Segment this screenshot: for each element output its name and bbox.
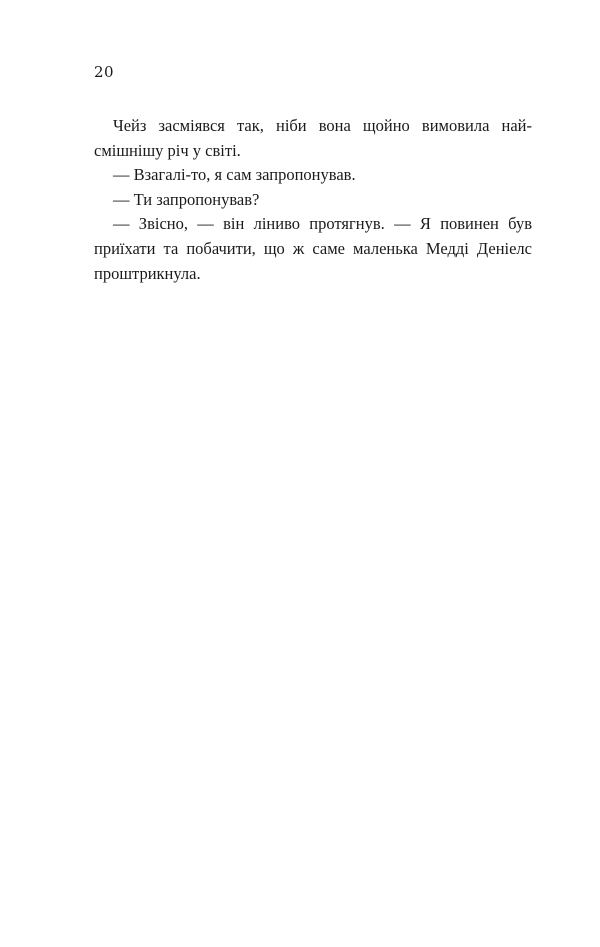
body-text [94, 114, 532, 286]
paragraph-narration [94, 114, 532, 163]
text-line: Чейз засміявся так, ніби вона щойно вимовила най- [113, 116, 532, 135]
text-line: проштрикнула. [94, 263, 201, 283]
page-number: 20 [94, 63, 115, 81]
paragraph-dialogue [94, 212, 532, 286]
text-line: — Взагалі-то, я сам запропонував. [113, 165, 356, 185]
paragraph-dialogue [94, 163, 532, 188]
paragraph-dialogue [94, 188, 532, 213]
text-line: приїхати та побачити, що ж саме маленька Медді Деніелс [94, 238, 532, 258]
text-line: — Звісно, — він ліниво протягнув. — Я повинен був [113, 214, 532, 234]
text-line: — Ти запропонував? [113, 189, 260, 209]
text-line: смішнішу річ у світі. [94, 140, 241, 160]
